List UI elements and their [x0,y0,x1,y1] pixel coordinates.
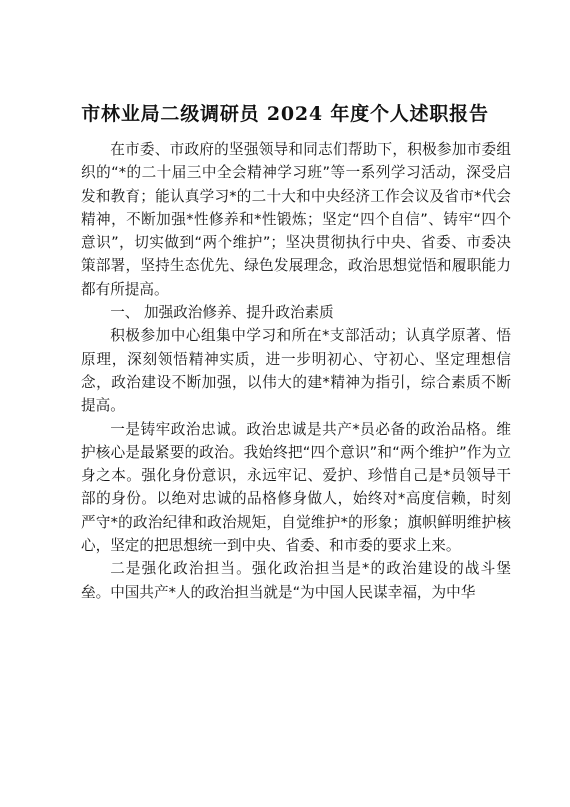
paragraph-section-1: 积极参加中心组集中学习和所在*支部活动；认真学原著、悟原理，深刻领悟精神实质，进一步明初心、守初心、坚定理想信念，政治建设不断加强，以伟大的建*精神为指引，综合素质不断提高。 [81,327,511,415]
document-body [81,138,511,604]
paragraph-loyalty: 一是铸牢政治忠诚。政治忠诚是共产*员必备的政治品格。维护核心是最紧要的政治。我始终把“四个意识”和“两个维护”作为立身之本。强化身份意识，永远牢记、爱护、珍惜自己是*员领导干部的身份。以绝对忠诚的品格修身做人，始终对*高度信赖，时刻严守*的政治纪律和政治规矩，自觉维护*的形象；旗帜鲜明维护核心，坚定的把思想统一到中央、省委、和市委的要求上来。 [81,420,511,555]
document-title: 市林业局二级调研员 2024 年度个人述职报告 [81,103,489,125]
paragraph-responsibility: 二是强化政治担当。强化政治担当是*的政治建设的战斗堡垒。中国共产*人的政治担当就是“为中国人民谋幸福，为中华 [81,560,511,601]
section-heading-1: 一、 加强政治修养、提升政治素质 [110,304,334,322]
paragraph-intro: 在市委、市政府的坚强领导和同志们帮助下，积极参加市委组织的“*的二十届三中全会精神学习班”等一系列学习活动，深受启发和教育；能认真学习*的二十大和中央经济工作会议及省市*代会精神，不断加强*性修养和*性锻炼；坚定“四个自信”、铸牢“四个意识”，切实做到“两个维护”；坚决贯彻执行中央、省委、市委决策部署，坚持生态优先、绿色发展理念，政治思想觉悟和履职能力都有所提高。 [81,141,511,298]
